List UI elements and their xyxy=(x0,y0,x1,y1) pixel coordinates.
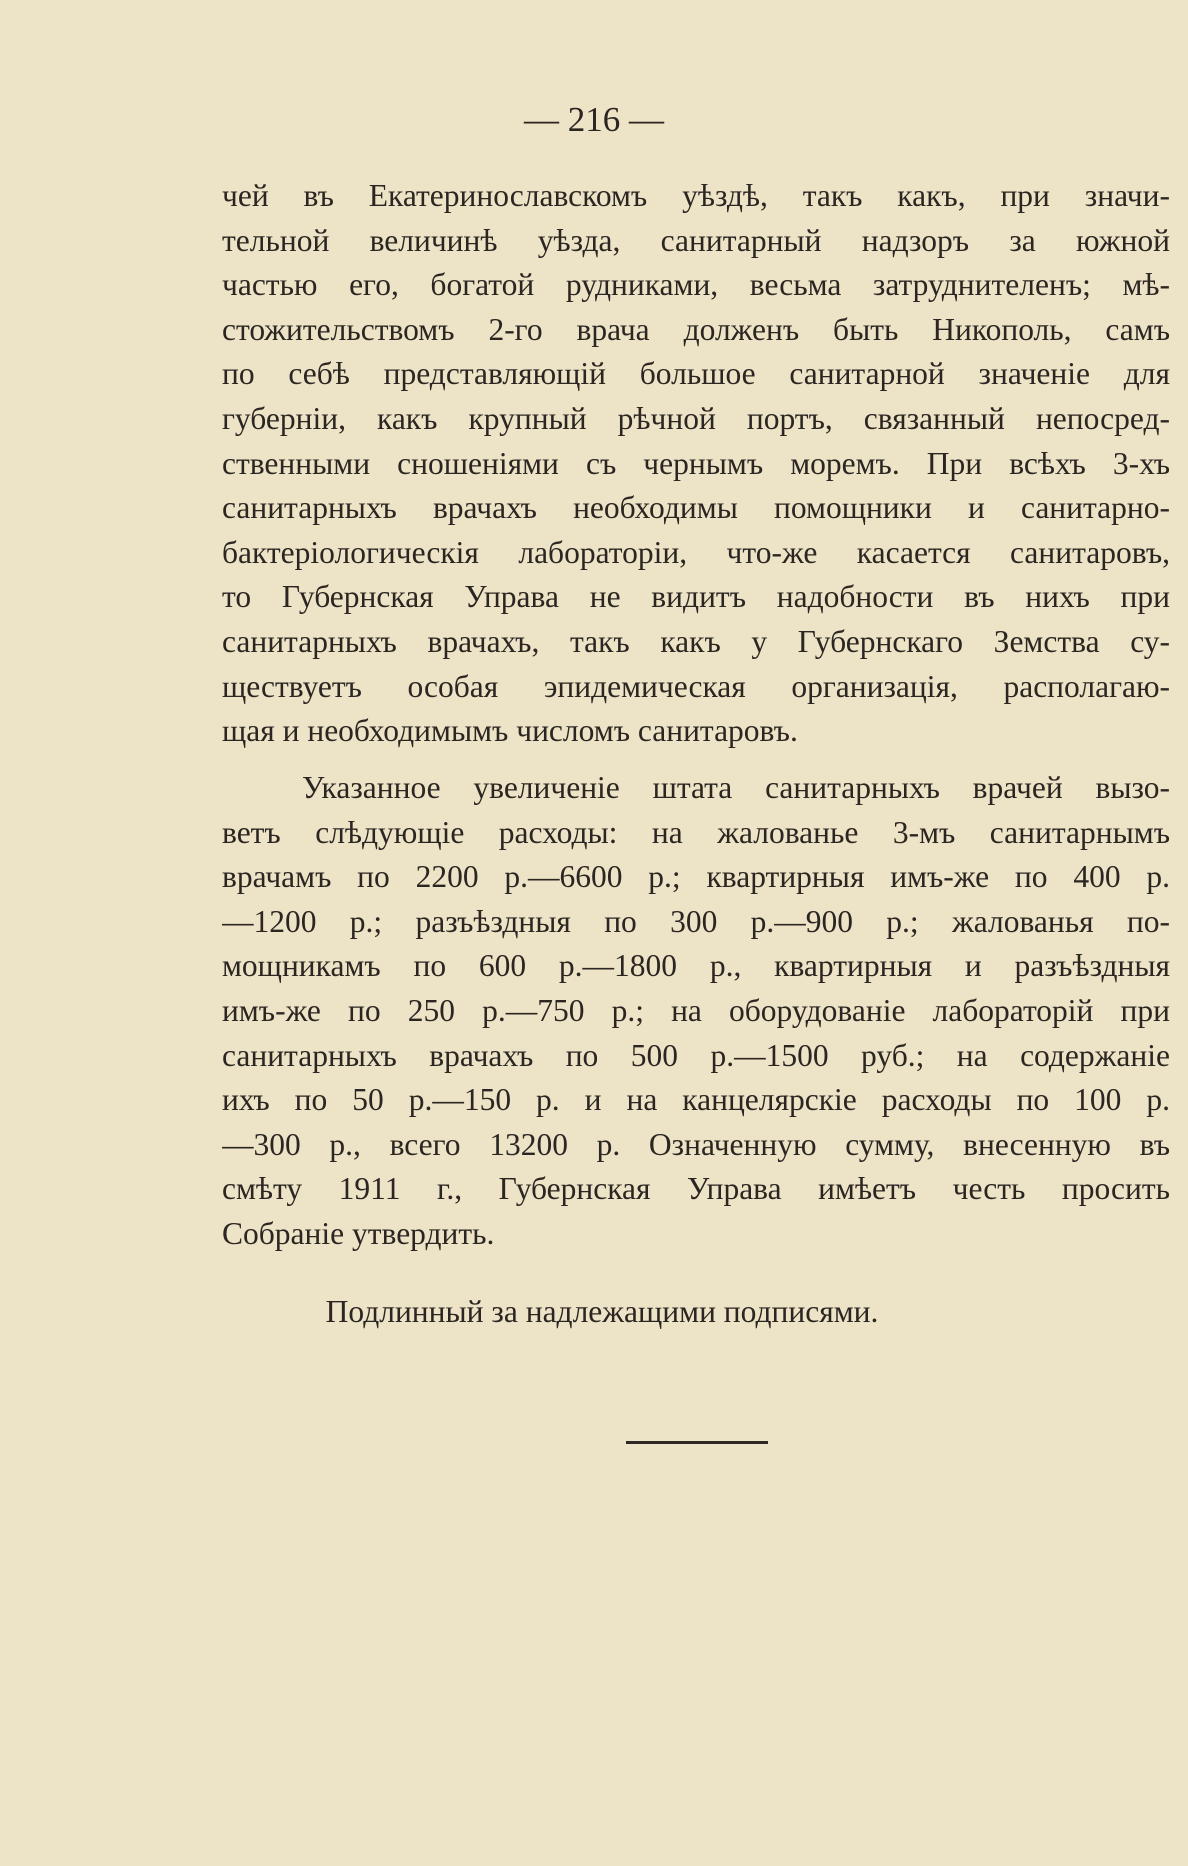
text-line: по себѣ представляющій большое санитарной значенiе для xyxy=(222,356,1170,392)
text-line: то Губернская Управа не видитъ надобности въ нихъ при xyxy=(222,579,1170,615)
text-line: ветъ слѣдующiе расходы: на жалованье 3-мъ санитарнымъ xyxy=(222,814,1170,850)
text-line: Указанное увеличенiе штата санитарныхъ врачей вызо- xyxy=(302,770,1170,805)
text-line: санитарныхъ врачахъ по 500 р.—1500 руб.; на содержанiе xyxy=(222,1037,1170,1073)
text-line: щая и необходимымъ числомъ санитаровъ. xyxy=(222,713,798,749)
paragraph-1 xyxy=(222,174,1170,754)
text-line: частью его, богатой рудниками, весьма затруднителенъ; мѣ- xyxy=(222,267,1170,303)
closing-line: Подлинный за надлежащими подписями. xyxy=(325,1294,879,1329)
divider-rule xyxy=(626,1441,768,1444)
text-line: ществуетъ особая эпидемическая организацiя, располагаю- xyxy=(222,668,1170,704)
text-line: санитарныхъ врачахъ, такъ какъ у Губернскаго Земства су- xyxy=(222,623,1170,659)
text-line: —1200 р.; разъѣздныя по 300 р.—900 р.; жалованья по- xyxy=(222,903,1170,939)
text-line: ихъ по 50 р.—150 р. и на канцелярскiе расходы по 100 р. xyxy=(222,1082,1170,1118)
text-line: —300 р., всего 13200 р. Означенную сумму, внесенную въ xyxy=(222,1126,1170,1162)
text-line: имъ-же по 250 р.—750 р.; на оборудованiе лабораторiй при xyxy=(222,992,1170,1028)
paragraph-2 xyxy=(222,766,1170,1257)
text-line: мощникамъ по 600 р.—1800 р., квартирныя и разъѣздныя xyxy=(222,948,1170,984)
text-line: ственными сношенiями съ чернымъ моремъ. При всѣхъ 3-хъ xyxy=(222,445,1170,481)
text-line: врачамъ по 2200 р.—6600 р.; квартирныя имъ-же по 400 р. xyxy=(222,859,1170,895)
text-line: стожительствомъ 2-го врача долженъ быть Никополь, самъ xyxy=(222,311,1170,347)
text-line: тельной величинѣ уѣзда, санитарный надзоръ за южной xyxy=(222,222,1170,258)
text-line: чей въ Екатеринославскомъ уѣздѣ, такъ какъ, при значи- xyxy=(222,178,1170,213)
text-line: Собранiе утвердить. xyxy=(222,1215,495,1251)
text-line: санитарныхъ врачахъ необходимы помощники и санитарно- xyxy=(222,490,1170,526)
page-number: — 216 — xyxy=(524,100,664,139)
text-line: бактерiологическiя лабораторiи, что-же касается санитаровъ, xyxy=(222,534,1170,570)
text-line: губернiи, какъ крупный рѣчной портъ, связанный непосред- xyxy=(222,400,1170,436)
text-line: смѣту 1911 г., Губернская Управа имѣетъ честь просить xyxy=(222,1171,1170,1207)
